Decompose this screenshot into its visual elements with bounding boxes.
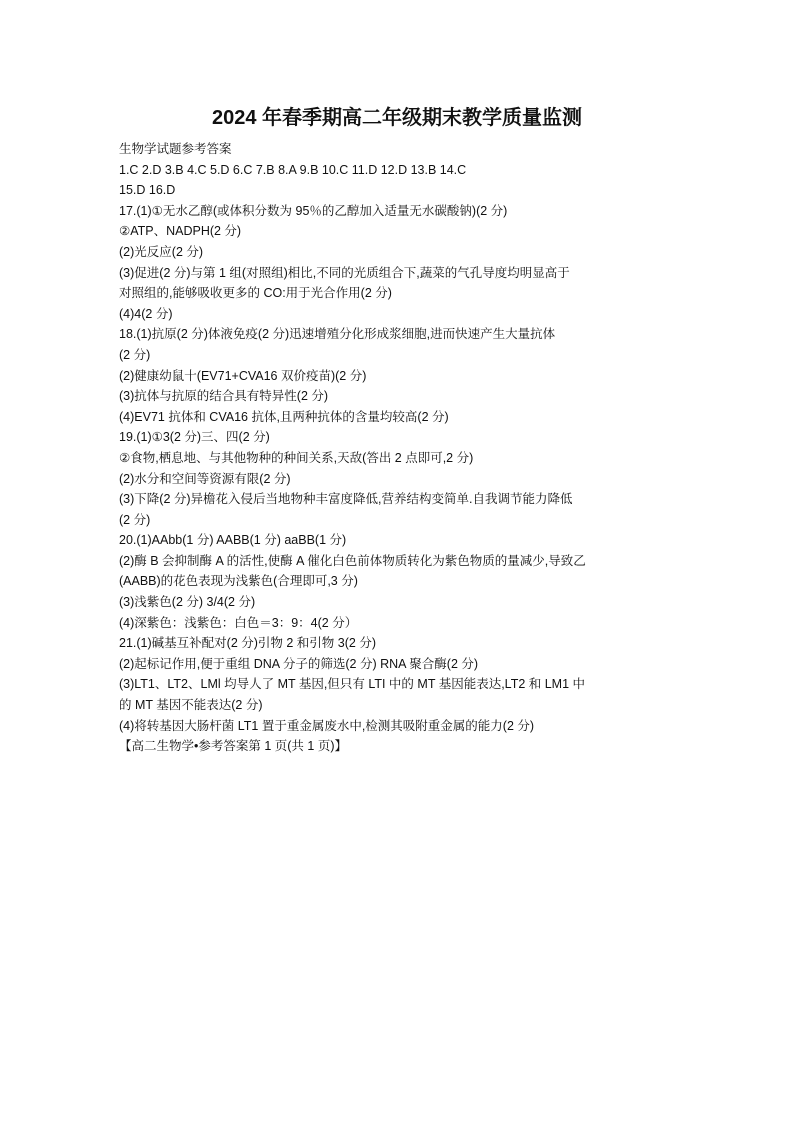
answer-line: 21.(1)碱基互补配对(2 分)引物 2 和引物 3(2 分) <box>119 636 376 651</box>
answer-line: 1.C 2.D 3.B 4.C 5.D 6.C 7.B 8.A 9.B 10.C 11.D 12.D 13.B 14.C <box>119 162 467 177</box>
answer-line: (4)深紫色：浅紫色：白色＝3：9：4(2 分） <box>119 615 358 630</box>
answer-line: (2)起标记作用,便于重组 DNA 分子的筛选(2 分) RNA 聚合酶(2 分) <box>119 656 479 671</box>
answer-line: (4)EV71 抗体和 CVA16 抗体,且两种抗体的含量均较高(2 分) <box>119 409 449 424</box>
answer-line: (AABB)的花色表现为浅紫色(合理即可,3 分) <box>119 574 358 589</box>
answer-line: ②ATP、NADPH(2 分) <box>119 224 242 239</box>
answer-line: (3)促进(2 分)与第 1 组(对照组)相比,不同的光质组合下,蔬菜的气孔导度均明显高于 <box>119 265 570 280</box>
answer-line: ②食物,栖息地、与其他物种的种间关系,天敌(答出 2 点即可,2 分) <box>119 450 474 465</box>
answer-line: 19.(1)①3(2 分)三、四(2 分) <box>119 430 270 445</box>
answer-line: (3)抗体与抗原的结合具有特异性(2 分) <box>119 389 329 404</box>
answer-line: (2 分) <box>119 512 151 527</box>
answer-line: (4)4(2 分) <box>119 306 173 321</box>
answer-line: 对照组的,能够吸收更多的 CO:用于光合作用(2 分) <box>119 286 392 301</box>
answer-line: (3)浅紫色(2 分) 3/4(2 分) <box>119 595 256 610</box>
answer-line: (3)下降(2 分)异檐花入侵后当地物种丰富度降低,营养结构变简单.自我调节能力降低 <box>119 492 573 507</box>
subtitle-line: 生物学试题参考答案 <box>119 142 232 156</box>
answer-line: (3)LT1、LT2、LMl 均导人了 MT 基因,但只有 LTI 中的 MT 基因能表达,LT2 和 LM1 中 <box>119 677 586 692</box>
page-title: 2024 年春季期高二年级期末教学质量监测 <box>211 107 583 129</box>
page-footer: 【高二生物学•参考答案第 1 页(共 1 页)】 <box>119 739 347 754</box>
answer-line: (2 分) <box>119 347 151 362</box>
answer-line: 20.(1)AAbb(1 分) AABB(1 分) aaBB(1 分) <box>119 533 347 548</box>
answer-line: (2)酶 B 会抑制酶 A 的活性,使酶 A 催化白色前体物质转化为紫色物质的量减少,导致乙 <box>119 553 586 568</box>
answer-line: 18.(1)抗原(2 分)体液免疫(2 分)迅速增殖分化形成浆细胞,进而快速产生大量抗体 <box>119 327 556 342</box>
answer-line: 的 MT 基因不能表达(2 分) <box>119 698 263 713</box>
answer-line: (4)将转基因大肠杆菌 LT1 置于重金属废水中,检测其吸附重金属的能力(2 分) <box>119 718 535 733</box>
answer-line: 15.D 16.D <box>119 183 176 198</box>
answer-line: 17.(1)①无水乙醇(或体积分数为 95％的乙醇加入适量无水碳酸钠)(2 分) <box>119 203 508 218</box>
answer-line: (2)光反应(2 分) <box>119 244 204 259</box>
answer-line: (2)水分和空间等资源有限(2 分) <box>119 471 291 486</box>
answer-line: (2)健康幼鼠十(EV71+CVA16 双价疫苗)(2 分) <box>119 368 367 383</box>
answer-key-body <box>119 139 679 757</box>
